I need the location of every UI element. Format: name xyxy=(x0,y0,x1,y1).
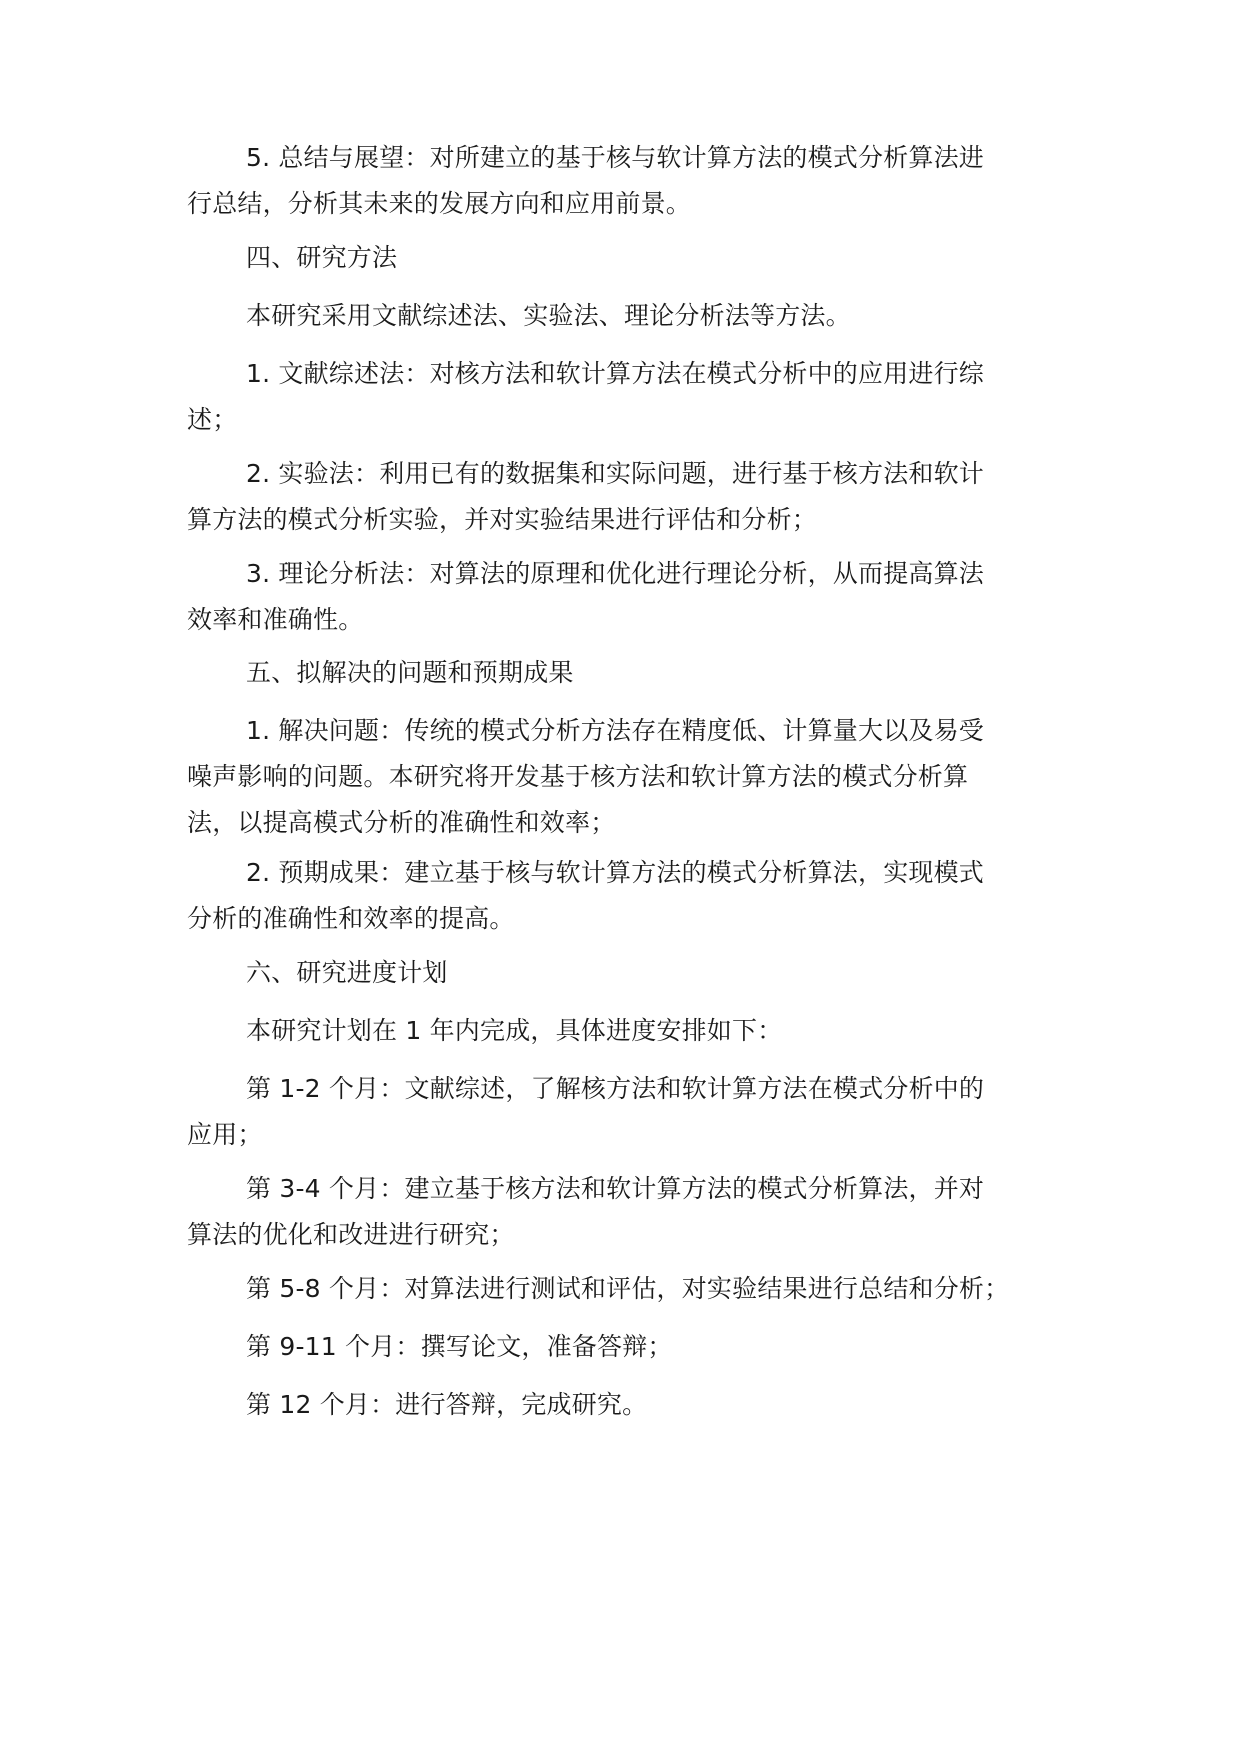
text-line: 算方法的模式分析实验，并对实验结果进行评估和分析； xyxy=(187,505,818,534)
text-line: 应用； xyxy=(187,1120,263,1149)
text-line: 算法的优化和改进进行研究； xyxy=(187,1220,515,1249)
text-line: 噪声影响的问题。本研究将开发基于核方法和软计算方法的模式分析算 xyxy=(187,762,969,791)
section-heading-schedule xyxy=(187,950,1087,996)
paragraph-method-theory xyxy=(187,551,1087,643)
paragraph-method-experiment xyxy=(187,451,1087,543)
text-line: 第 9-11 个月：撰写论文，准备答辩； xyxy=(246,1332,673,1361)
paragraph-schedule-3-4 xyxy=(187,1166,1087,1258)
paragraph-problem-solve xyxy=(187,708,1087,846)
paragraph-summary-outlook xyxy=(187,135,1087,227)
text-line: 分析的准确性和效率的提高。 xyxy=(187,904,515,933)
text-line: 3. 理论分析法：对算法的原理和优化进行理论分析，从而提高算法 xyxy=(246,559,985,588)
text-line: 1. 文献综述法：对核方法和软计算方法在模式分析中的应用进行综 xyxy=(246,359,985,388)
text-line: 六、研究进度计划 xyxy=(246,958,448,987)
text-line: 2. 实验法：利用已有的数据集和实际问题，进行基于核方法和软计 xyxy=(246,459,985,488)
text-line: 本研究计划在 1 年内完成，具体进度安排如下： xyxy=(246,1016,783,1045)
section-heading-problems xyxy=(187,650,1087,696)
text-line: 第 3-4 个月：建立基于核方法和软计算方法的模式分析算法，并对 xyxy=(246,1174,985,1203)
paragraph-schedule-9-11 xyxy=(187,1324,1087,1370)
text-line: 法，以提高模式分析的准确性和效率； xyxy=(187,808,616,837)
text-line: 行总结，分析其未来的发展方向和应用前景。 xyxy=(187,189,692,218)
paragraph-schedule-12 xyxy=(187,1382,1087,1428)
paragraph-schedule-5-8 xyxy=(187,1266,1087,1312)
text-line: 5. 总结与展望：对所建立的基于核与软计算方法的模式分析算法进 xyxy=(246,143,985,172)
text-line: 本研究采用文献综述法、实验法、理论分析法等方法。 xyxy=(246,301,851,330)
paragraph-schedule-intro xyxy=(187,1008,1087,1054)
text-line: 第 5-8 个月：对算法进行测试和评估，对实验结果进行总结和分析； xyxy=(246,1274,1010,1303)
text-line: 第 12 个月：进行答辩，完成研究。 xyxy=(246,1390,648,1419)
paragraph-expected-results xyxy=(187,850,1087,942)
text-line: 第 1-2 个月：文献综述，了解核方法和软计算方法在模式分析中的 xyxy=(246,1074,985,1103)
paragraph-schedule-1-2 xyxy=(187,1066,1087,1158)
text-line: 五、拟解决的问题和预期成果 xyxy=(246,658,574,687)
paragraph-method-literature xyxy=(187,351,1087,443)
paragraph-methods-intro xyxy=(187,293,1087,339)
section-heading-methods xyxy=(187,235,1087,281)
text-line: 效率和准确性。 xyxy=(187,605,364,634)
text-line: 1. 解决问题：传统的模式分析方法存在精度低、计算量大以及易受 xyxy=(246,716,985,745)
text-line: 述； xyxy=(187,405,238,434)
text-line: 四、研究方法 xyxy=(246,243,398,272)
text-line: 2. 预期成果：建立基于核与软计算方法的模式分析算法，实现模式 xyxy=(246,858,985,887)
